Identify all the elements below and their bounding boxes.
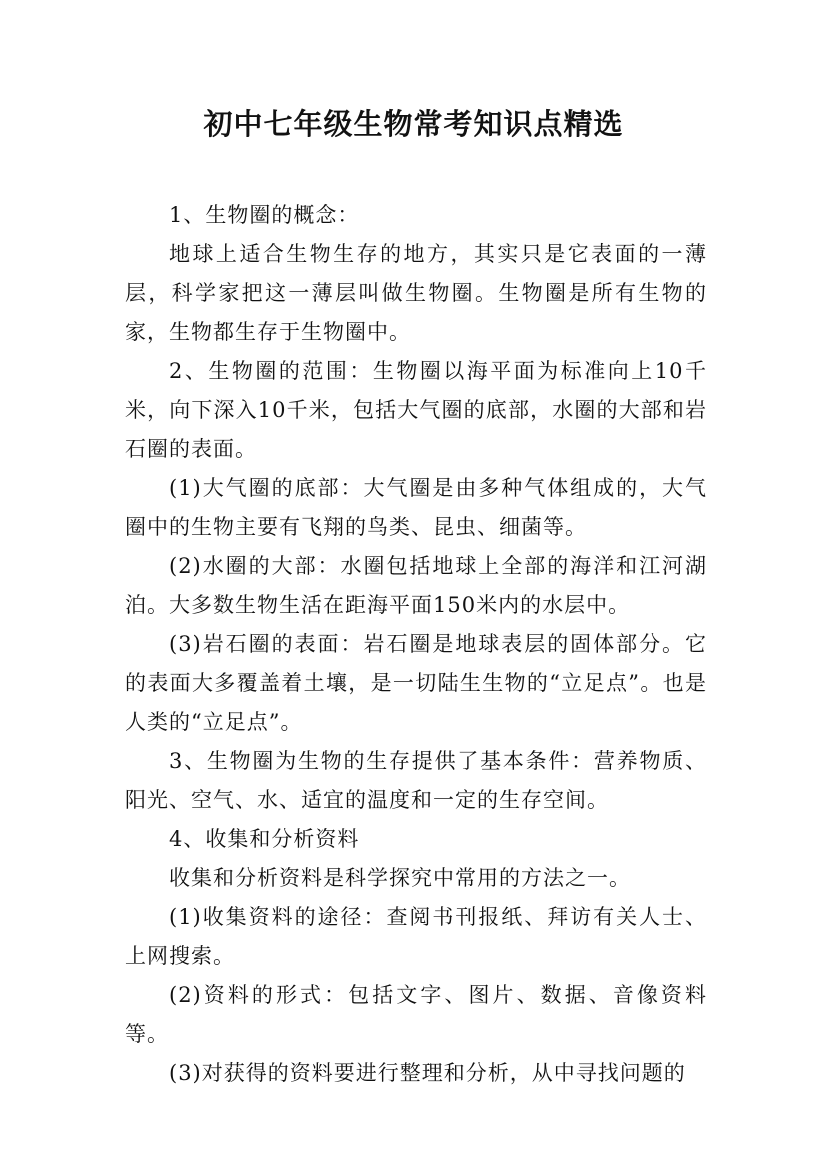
document-body	[125, 196, 707, 1093]
paragraph-3: 2、生物圈的范围：生物圈以海平面为标准向上10千米，向下深入10千米，包括大气圈的底部，水圈的大部和岩石圈的表面。	[125, 359, 707, 461]
paragraph-5: (2)水圈的大部：水圈包括地球上全部的海洋和江河湖泊。大多数生物生活在距海平面150米内的水层中。	[125, 554, 707, 617]
paragraph-9: 收集和分析资料是科学探究中常用的方法之一。	[169, 866, 631, 890]
paragraph-1: 1、生物圈的概念：	[169, 203, 360, 227]
paragraph-10: (1)收集资料的途径：查阅书刊报纸、拜访有关人士、上网搜索。	[125, 905, 707, 968]
paragraph-2: 地球上适合生物生存的地方，其实只是它表面的一薄层，科学家把这一薄层叫做生物圈。生物圈是所有生物的家，生物都生存于生物圈中。	[125, 242, 707, 344]
paragraph-4: (1)大气圈的底部：大气圈是由多种气体组成的，大气圈中的生物主要有飞翔的鸟类、昆虫、细菌等。	[125, 476, 707, 539]
paragraph-11: (2)资料的形式：包括文字、图片、数据、音像资料等。	[125, 983, 707, 1046]
paragraph-12: (3)对获得的资料要进行整理和分析，从中寻找问题的	[169, 1061, 686, 1085]
paragraph-6: (3)岩石圈的表面：岩石圈是地球表层的固体部分。它的表面大多覆盖着土壤，是一切陆生生物的“立足点”。也是人类的“立足点”。	[125, 632, 707, 734]
page-title: 初中七年级生物常考知识点精选	[203, 107, 624, 141]
paragraph-7: 3、生物圈为生物的生存提供了基本条件：营养物质、阳光、空气、水、适宜的温度和一定的生存空间。	[125, 749, 707, 812]
paragraph-8: 4、收集和分析资料	[169, 827, 360, 851]
